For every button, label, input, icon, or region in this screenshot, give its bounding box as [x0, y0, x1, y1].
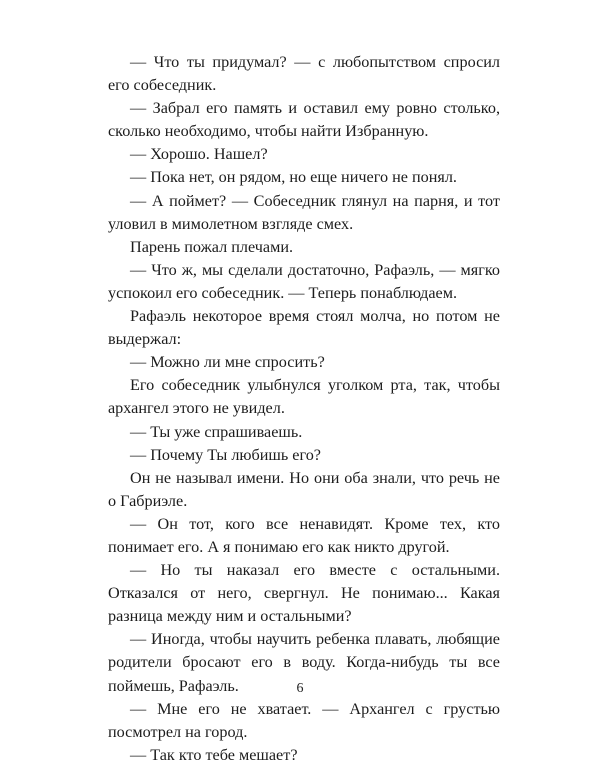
paragraph: — Что ж, мы сделали достаточно, Рафаэль, — мягко успокоил его собеседник. — Теперь понаблюдаем.	[108, 260, 500, 302]
paragraph: — Ты уже спрашиваешь.	[130, 422, 303, 441]
paragraph: — Пока нет, он рядом, но еще ничего не понял.	[130, 168, 457, 187]
paragraph: — Он тот, кого все ненавидят. Кроме тех, кто понимает его. А я понимаю его как никто другой.	[108, 514, 500, 556]
paragraph: — Иногда, чтобы научить ребенка плавать, любящие родители бросают его в воду. Когда-нибудь ты все поймешь, Рафаэль.	[108, 630, 500, 695]
paragraph: — Можно ли мне спросить?	[130, 353, 325, 372]
paragraph: Он не называл имени. Но они оба знали, что речь не о Габриэле.	[108, 468, 500, 510]
paragraph: — Мне его не хватает. — Архангел с грустью посмотрел на город.	[108, 699, 500, 741]
paragraph: Его собеседник улыбнулся уголком рта, так, чтобы архангел этого не увидел.	[108, 376, 500, 418]
paragraph: — А поймет? — Собеседник глянул на парня, и тот уловил в мимолетном взгляде смех.	[108, 191, 500, 233]
paragraph: — Но ты наказал его вместе с остальными. Отказался от него, свергнул. Не понимаю... Какая разница между ним и остальными?	[108, 561, 500, 626]
paragraph: — Что ты придумал? — с любопытством спросил его собеседник.	[108, 53, 500, 95]
page-body-text	[108, 51, 500, 767]
paragraph: — Так кто тебе мешает?	[130, 745, 298, 764]
paragraph: — Забрал его память и оставил ему ровно столько, сколько необходимо, чтобы найти Избранную.	[108, 99, 500, 141]
paragraph: — Хорошо. Нашел?	[130, 145, 268, 164]
paragraph: Парень пожал плечами.	[130, 237, 294, 256]
paragraph: Рафаэль некоторое время стоял молча, но потом не выдержал:	[108, 307, 500, 349]
paragraph: — Почему Ты любишь его?	[130, 445, 321, 464]
page-number: 6	[296, 681, 304, 696]
